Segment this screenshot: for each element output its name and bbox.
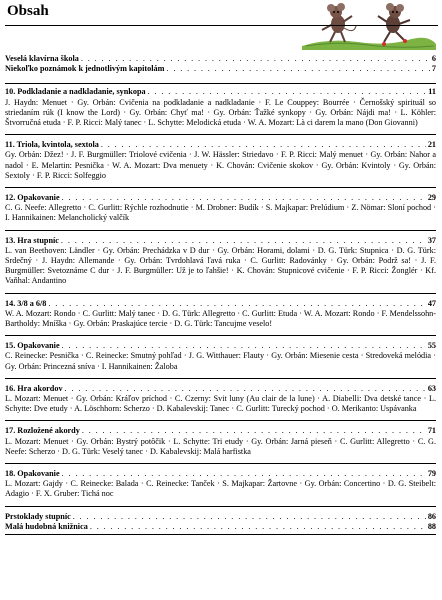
- dot-leader: [65, 384, 426, 394]
- dot-leader: [61, 236, 426, 246]
- dot-leader: [48, 299, 425, 309]
- chapter-heading[interactable]: 15. Opakovanie . . . 55: [5, 341, 436, 351]
- chapter-pieces: C. G. Neefe: Allegretto · C. Gurlitt: Rýchle rozhodnutie · M. Drobner: Budík · S. Majkapar: Prelúdium · Z. Nömar: Sloní pochod · I. Hannikainen: Melancholický valčík: [5, 203, 436, 223]
- chapter-heading[interactable]: 10. Podkladanie a nadkladanie, synkopa . . . 11: [5, 87, 436, 97]
- dot-leader: [62, 193, 426, 203]
- chapter-heading[interactable]: 11. Triola, kvintola, sextola . . . 21: [5, 140, 436, 150]
- chapter-pieces: L. Mozart: Gajdy · C. Reinecke: Balada · C. Reinecke: Tanček · S. Majkapar: Žartovne · Gy. Orbán: Concertino · D. G. Steibelt: Adagio · F. X. Gruber: Tichá noc: [5, 479, 436, 499]
- chapter-heading[interactable]: 17. Rozložené akordy . . . 71: [5, 426, 436, 436]
- bottom-rule: [5, 534, 436, 535]
- dot-leader: [90, 522, 426, 532]
- toc-entry[interactable]: Veselá klavírna škola . . . 6: [5, 54, 436, 64]
- chapter-pieces: L. Mozart: Menuet · Gy. Orbán: Bystrý potôčik · L. Schytte: Tri etudy · Gy. Orbán: Jarná pieseň · C. Gurlitt: Allegretto · C. G. Neefe: Scherzo · D. G. Türk: Veselý tanec · D. Kabalevskij: Malá harfistka: [5, 436, 436, 456]
- chapter-heading[interactable]: 12. Opakovanie . . . 29: [5, 193, 436, 203]
- dancing-mice-illustration: [298, 0, 438, 52]
- chapter-heading[interactable]: 14. 3/8 a 6/8 . . . 47: [5, 299, 436, 309]
- dot-leader: [62, 469, 426, 479]
- chapter-pieces: Gy. Orbán: Džez! · J. F. Burgmüller: Triolové cvičenia · J. W. Hässler: Striedavo · F. P. Ricci: Malý menuet · Gy. Orbán: Nahor a nadol · E. Melartin: Pesnička · W. A. Mozart: Dva menuety · K. Chován: Cvičenie skokov · Gy. Orbán: Kvintoly · Gy. Orbán: Sextoly · F. P. Ricci: Solfeggio: [5, 150, 436, 180]
- chapter-heading[interactable]: 18. Opakovanie . . . 79: [5, 469, 436, 479]
- table-of-contents: [5, 54, 436, 535]
- chapter-pieces: J. Haydn: Menuet · Gy. Orbán: Cvičenia na podkladanie a nadkladanie · F. Le Couppey: Bourrée · Černošský spirituál so striedaním rúk (I know the Lord) · Gy. Orbán: Chyť ma! · Gy. Orbán: Ťažké synkopy · Gy. Orbán: Nájdi ma! · L. Köhler: Štvorručná etuda · F. P. Ricci: Malý tanec · L. Schytte: Melodická etuda · W. A. Mozart: Là ci darem la mano (Don Giovanni): [5, 97, 436, 127]
- dot-leader: [81, 54, 430, 64]
- dot-leader: [148, 87, 427, 97]
- chapter-pieces: W. A. Mozart: Rondo · C. Gurlitt: Malý tanec · D. G. Türk: Allegretto · C. Gurlitt: Etuda · W. A. Mozart: Rondo · F. Mendelssohn-Bartholdy: Mníška · Gy. Orbán: Praskajúce tercie · D. G. Türk: Tancujme veselo!: [5, 308, 436, 328]
- page-title: Obsah: [7, 3, 49, 19]
- toc-entry[interactable]: Niekoľko poznámok k jednotlivým kapitolám . . . 7: [5, 64, 436, 74]
- dot-leader: [73, 512, 426, 522]
- toc-entry[interactable]: Malá hudobná knižnica . . . 88: [5, 522, 436, 532]
- dot-leader: [101, 140, 426, 150]
- chapter-pieces: L. Mozart: Menuet · Gy. Orbán: Kráľov príchod · C. Czerny: Svit luny (Au clair de la lune) · A. Diabelli: Dva detské tance · L. Schytte: Dve etudy · A. Löschhorn: Scherzo · D. Kabalevskij: Tanec · C. Gurlitt: Turecký pochod · O. Merikanto: Uspávanka: [5, 393, 436, 414]
- dot-leader: [166, 64, 429, 74]
- dot-leader: [82, 426, 426, 436]
- dot-leader: [62, 341, 426, 351]
- toc-entry[interactable]: Prstoklady stupníc . . . 86: [5, 512, 436, 522]
- chapter-heading[interactable]: 13. Hra stupníc . . . 37: [5, 236, 436, 246]
- chapter-heading[interactable]: 16. Hra akordov . . . 63: [5, 384, 436, 394]
- title-underline: [5, 25, 438, 26]
- chapter-pieces: C. Reinecke: Pesnička · C. Reinecke: Smutný pohľad · J. G. Witthauer: Flauty · Gy. Orbán: Miesenie cesta · Stredoveká melódia · Gy. Orbán: Princezná snívа · I. Hannikainen: Žaloba: [5, 351, 436, 371]
- chapter-pieces: L. van Beethoven: Ländler · Gy. Orbán: Prechádzka v D dur · Gy. Orbán: Horami, dolami · D. G. Türk: Stupnica · D. G. Türk: Srdečný · J. Haydn: Allemande · Gy. Orbán: Tvrdohlavá ľavá ruka · C. Gurlitt: Radovánky · Gy. Orbán: Podrž sa! · J. F. Burgmüller: Svetoznáme C dur · J. F. Burgmüller: Už je to ľahšie! · K. Chován: Stupnicové cvičenie · F. P. Ricci: Žonglér · Kf. Vaňhal: Andantino: [5, 245, 436, 286]
- mouse-left-figure: [322, 3, 356, 42]
